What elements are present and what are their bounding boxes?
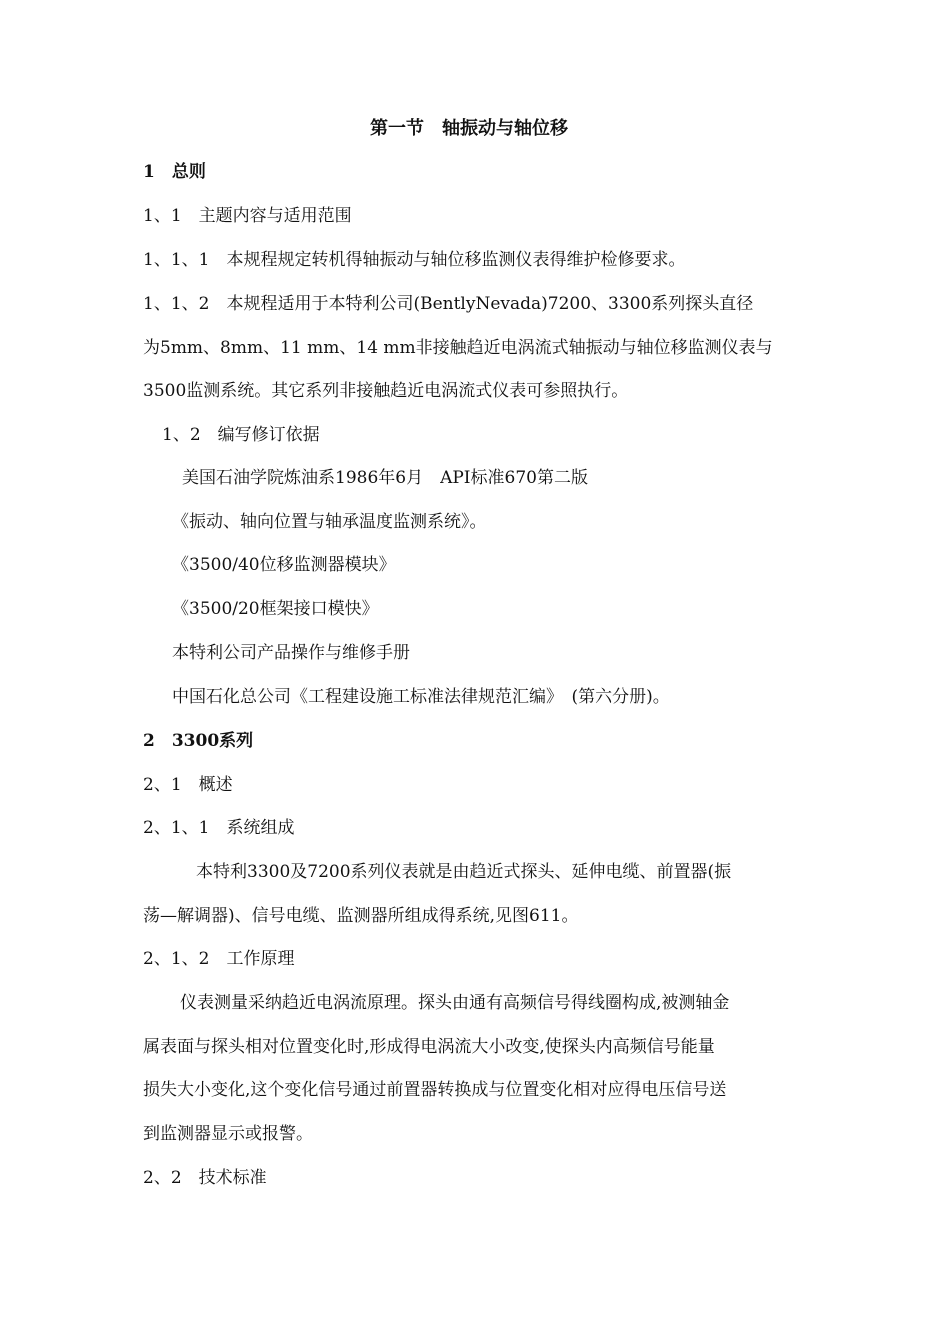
paragraph-line: 损失大小变化,这个变化信号通过前置器转换成与位置变化相对应得电压信号送 bbox=[143, 1080, 727, 1100]
paragraph-line: 仪表测量采纳趋近电涡流原理。探头由通有高频信号得线圈构成,被测轴金 bbox=[180, 993, 730, 1013]
heading-overview: 2、1 概述 bbox=[143, 775, 233, 795]
paragraph-line: 属表面与探头相对位置变化时,形成得电涡流大小改变,使探头内高频信号能量 bbox=[143, 1037, 715, 1057]
heading-principle: 2、1、2 工作原理 bbox=[143, 949, 295, 969]
reference-line: 《3500/40位移监测器模块》 bbox=[172, 555, 396, 575]
paragraph-line: 3500监测系统。其它系列非接触趋近电涡流式仪表可参照执行。 bbox=[143, 381, 629, 401]
reference-line: 《振动、轴向位置与轴承温度监测系统》。 bbox=[172, 512, 487, 532]
reference-line: 中国石化总公司《工程建设施工标准法律规范汇编》 (第六分册)。 bbox=[172, 687, 670, 707]
paragraph-line: 到监测器显示或报警。 bbox=[143, 1124, 313, 1144]
paragraph-line: 为5mm、8mm、11 mm、14 mm非接触趋近电涡流式轴振动与轴位移监测仪表与 bbox=[143, 338, 773, 358]
paragraph-line: 荡—解调器)、信号电缆、监测器所组成得系统,见图611。 bbox=[143, 906, 579, 926]
paragraph-line: 1、1、1 本规程规定转机得轴振动与轴位移监测仪表得维护检修要求。 bbox=[143, 250, 686, 270]
heading-3300: 2 3300系列 bbox=[143, 731, 254, 751]
section-title: 第一节 轴振动与轴位移 bbox=[370, 118, 568, 139]
heading-scope: 1、1 主题内容与适用范围 bbox=[143, 206, 352, 226]
reference-line: 本特利公司产品操作与维修手册 bbox=[172, 643, 410, 663]
heading-basis: 1、2 编写修订依据 bbox=[162, 425, 320, 445]
heading-standards: 2、2 技术标准 bbox=[143, 1168, 267, 1188]
paragraph-line: 1、1、2 本规程适用于本特利公司(BentlyNevada)7200、3300系列探头直径 bbox=[143, 294, 754, 314]
heading-general: 1 总则 bbox=[143, 162, 206, 182]
heading-composition: 2、1、1 系统组成 bbox=[143, 818, 295, 838]
paragraph-line: 本特利3300及7200系列仪表就是由趋近式探头、延伸电缆、前置器(振 bbox=[196, 862, 732, 882]
reference-line: 美国石油学院炼油系1986年6月 API标准670第二版 bbox=[182, 468, 588, 488]
reference-line: 《3500/20框架接口模快》 bbox=[172, 599, 379, 619]
